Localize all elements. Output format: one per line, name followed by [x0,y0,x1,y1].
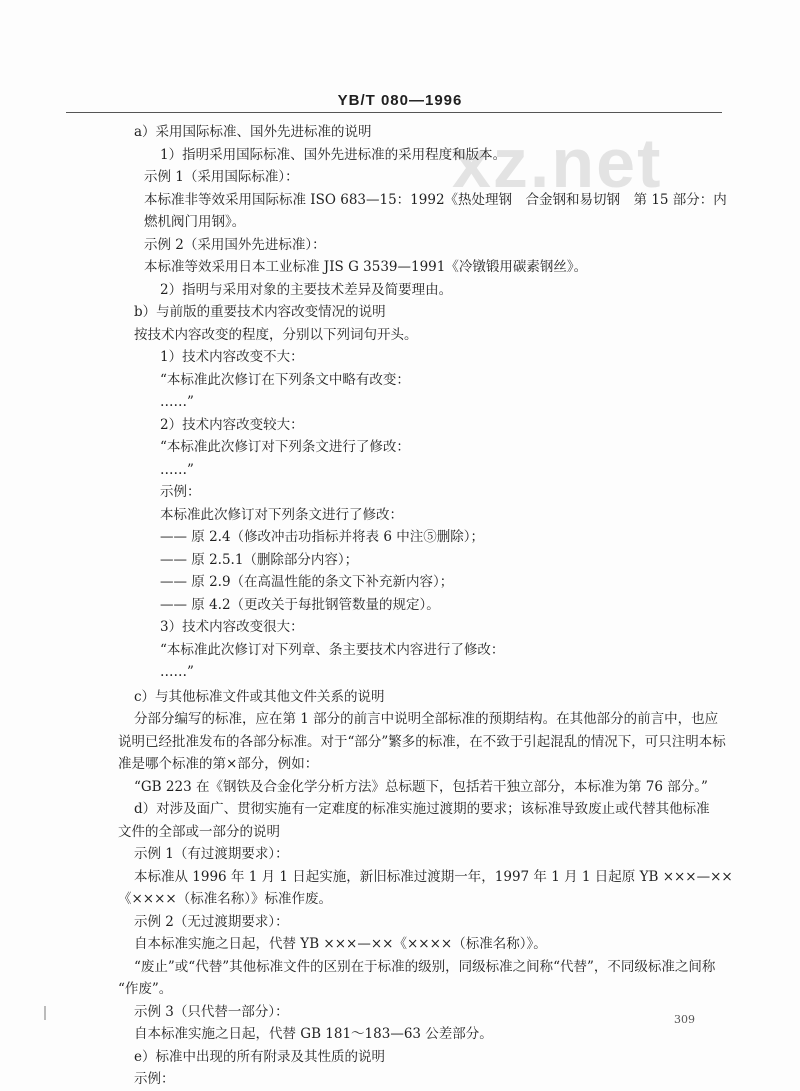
section-a-title: a）采用国际标准、国外先进标准的说明 [134,124,372,140]
section-b-example-text: 本标准此次修订对下列条文进行了修改： [160,506,403,523]
section-b-item-3-quote: “本标准此次修订对下列章、条主要技术内容进行了修改： [160,641,505,658]
section-b-item-2-ellipsis: ……” [160,461,194,478]
section-b-item-3-ellipsis: ……” [160,664,194,680]
section-b-title: b）与前版的重要技术内容改变情况的说明 [134,304,386,320]
section-a-example-1-text: 本标准非等效采用国际标准 ISO 683—15：1992《热处理钢 合金钢和易切钢 第 15 部分：内 [144,191,727,208]
section-a-example-2-label: 示例 2（采用国外先进标准）： [144,236,326,253]
list-item: —— 原 4.2（更改关于每批钢管数量的规定）。 [160,596,440,613]
standard-code-header: YB/T 080—1996 [337,92,463,109]
section-d-example-3-text: 自本标准实施之日起，代替 GB 181～183—63 公差部分。 [134,1026,493,1042]
section-a-item-2: 2）指明与采用对象的主要技术差异及简要理由。 [160,281,453,298]
section-e-title: e）标准中出现的所有附录及其性质的说明 [134,1048,385,1065]
section-d-example-2-text: 自本标准实施之日起，代替 YB ×××—××《××××（标准名称）》。 [134,936,547,952]
section-d-example-3-label: 示例 3（只代替一部分）： [134,1003,289,1020]
page-number: 309 [674,1013,695,1026]
header-rule [66,112,722,113]
section-b-item-2: 2）技术内容改变较大： [160,416,304,433]
watermark: xz.net [452,124,663,202]
section-c-title: c）与其他标准文件或其他文件关系的说明 [134,688,385,705]
section-d-example-2-label: 示例 2（无过渡期要求）： [134,913,289,930]
list-item: —— 原 2.5.1（删除部分内容）； [160,551,359,568]
section-d-note: “废止”或“代替”其他标准文件的区别在于标准的级别，同级标准之间称“代替”，不同级标准之间称 [134,958,716,975]
section-b-item-3: 3）技术内容改变很大： [160,619,304,635]
list-item: —— 原 2.4（修改冲击功指标并将表 6 中注⑤删除）； [160,529,484,545]
section-d-title: d）对涉及面广、贯彻实施有一定难度的标准实施过渡期的要求；该标准导致废止或代替其他标准 [134,801,710,817]
scan-artifact [44,1006,46,1020]
section-c-quote: “GB 223 在《钢铁及合金化学分析方法》总标题下，包括若干独立部分，本标准为第 76 部分。” [134,778,708,795]
section-a-example-2-text: 本标准等效采用日本工业标准 JIS G 3539—1991《冷镦锻用碳素钢丝》。 [144,259,588,275]
section-d-example-1-text: 本标准从 1996 年 1 月 1 日起实施，新旧标准过渡期一年，1997 年 1 月 1 日起原 YB ×××—×× [134,868,733,885]
section-c-paragraph-line-1: 分部分编写的标准，应在第 1 部分的前言中说明全部标准的预期结构。在其他部分的前言中，也应 [134,711,719,727]
section-c-paragraph-line-2: 说明已经批准发布的各部分标准。对于“部分”繁多的标准，在不致于引起混乱的情况下，可只注明本标 [118,733,726,750]
section-b-item-1-quote: “本标准此次修订在下列条文中略有改变： [160,371,410,388]
list-item: —— 原 2.9（在高温性能的条文下补充新内容）； [160,574,454,590]
section-b-item-1-ellipsis: ……” [160,394,194,410]
section-b-intro: 按技术内容改变的程度，分别以下列词句开头。 [134,326,418,343]
section-b-example-label: 示例： [160,484,201,500]
section-a-example-1-text-cont: 燃机阀门用钢》。 [144,214,246,230]
section-a-example-1-label: 示例 1（采用国际标准）： [144,169,299,185]
document-body [0,121,800,1091]
section-e-example-label: 示例： [134,1071,175,1087]
section-d-title-cont: 文件的全部或一部分的说明 [118,823,280,840]
section-d-example-1-label: 示例 1（有过渡期要求）： [134,846,289,862]
section-c-paragraph-line-3: 准是哪个标准的第×部分，例如： [118,756,319,772]
section-d-note-cont: “作废”。 [118,981,173,997]
section-b-item-1: 1）技术内容改变不大： [160,349,304,365]
section-a-item-1: 1）指明采用国际标准、国外先进标准的采用程度和版本。 [160,146,507,163]
section-b-item-2-quote: “本标准此次修订对下列条文进行了修改： [160,439,410,455]
section-d-example-1-text-cont: 《××××（标准名称）》标准作废。 [118,891,332,907]
